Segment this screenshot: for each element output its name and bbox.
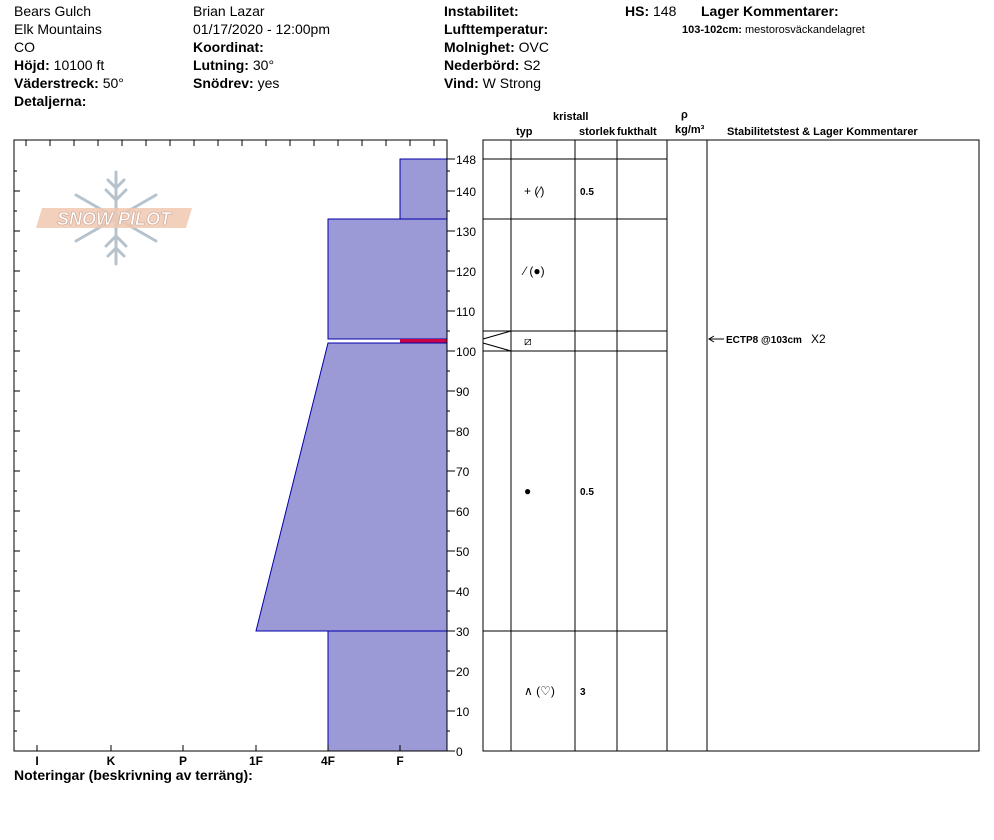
depth-tick-label: 140 (456, 185, 477, 199)
weak-layer-bar (400, 339, 447, 343)
size-column-header: storlek (579, 126, 616, 138)
depth-tick-label: 148 (456, 153, 477, 167)
density-unit: kg/m³ (675, 124, 705, 136)
snowfall-value: yes (257, 75, 280, 91)
hs-value: 148 (653, 3, 677, 19)
weak-connector-top (483, 331, 511, 339)
crystal-column-header: kristall (553, 111, 589, 123)
depth-tick-label: 90 (456, 385, 470, 399)
slope-label: Lutning: (193, 57, 249, 73)
sky-label: Molnighet: (444, 39, 515, 55)
aspect-value: 50° (102, 75, 124, 91)
depth-tick-label: 110 (456, 305, 476, 319)
logo-text: SNOW PILOT (57, 209, 171, 229)
hardness-tick-label: I (35, 754, 39, 768)
notes-label: Noteringar (beskrivning av terräng): (14, 767, 253, 783)
stability-test-count: X2 (811, 332, 826, 346)
crystal-type-symbol: ⁄ (●) (524, 264, 545, 278)
location-name: Bears Gulch (14, 3, 92, 19)
coordinate-label: Koordinat: (193, 39, 264, 55)
air-temperature-label: Lufttemperatur: (444, 21, 549, 37)
observation-datetime: 01/17/2020 - 12:00pm (193, 21, 330, 37)
precipitation-value: S2 (523, 57, 541, 73)
depth-tick-label: 60 (456, 505, 470, 519)
wind-label: Vind: (444, 75, 479, 91)
details-label: Detaljerna: (14, 93, 87, 109)
elevation-value: 10100 ft (53, 57, 105, 73)
depth-tick-label: 30 (456, 625, 470, 639)
depth-tick-label: 40 (456, 585, 470, 599)
depth-tick-label: 100 (456, 345, 477, 359)
aspect-label: Väderstreck: (14, 75, 99, 91)
stability-column-header: Stabilitetstest & Lager Kommentarer (727, 126, 918, 138)
layer-comment-text: mestorosväckandelagret (745, 24, 865, 36)
depth-tick-label: 130 (456, 225, 477, 239)
depth-tick-label: 70 (456, 465, 470, 479)
elevation-label: Höjd: (14, 57, 50, 73)
hardness-layer (400, 159, 447, 219)
instability-label: Instabilitet: (444, 3, 519, 19)
crystal-type-symbol: ● (524, 484, 532, 498)
crystal-type-symbol: ∧ (♡) (524, 684, 555, 698)
mountain-range: Elk Mountains (14, 21, 102, 37)
observer-name: Brian Lazar (193, 3, 265, 19)
rho-symbol: ρ (681, 109, 688, 121)
slope-value: 30° (252, 57, 275, 73)
depth-tick-label: 20 (456, 665, 470, 679)
weak-connector-bottom (483, 343, 511, 351)
hardness-tick-label: P (178, 754, 188, 768)
crystal-type-symbol: + (⁄) (524, 184, 545, 198)
hardness-layer (328, 219, 447, 339)
crystal-size-value: 0.5 (580, 187, 594, 198)
sky-value: OVC (518, 39, 549, 55)
depth-tick-label: 80 (456, 425, 470, 439)
layer-table-frame (483, 140, 979, 751)
wind-value: W Strong (482, 75, 541, 91)
depth-tick-label: 50 (456, 545, 470, 559)
hardness-tick-label: 1F (248, 754, 264, 768)
crystal-size-value: 3 (580, 687, 586, 698)
layer-comment-range: 103-102cm: (682, 24, 742, 36)
hardness-tick-label: F (396, 754, 404, 768)
crystal-type-symbol: ⧄ (524, 334, 532, 348)
depth-tick-label: 10 (456, 705, 470, 719)
hardness-layer (256, 343, 447, 631)
stability-test-label: ECTP8 @103cm (726, 335, 802, 346)
hardness-tick-label: K (106, 754, 116, 768)
snowfall-label: Snödrev: (193, 75, 254, 91)
layer-comments-label: Lager Kommentarer: (701, 3, 839, 19)
depth-tick-label: 120 (456, 265, 477, 279)
state: CO (14, 39, 35, 55)
hardness-tick-label: 4F (320, 754, 336, 768)
hardness-layer (328, 631, 447, 751)
hs-label: HS: (625, 3, 650, 19)
moisture-column-header: fukthalt (617, 126, 657, 138)
precipitation-label: Nederbörd: (444, 57, 520, 73)
depth-tick-label: 0 (456, 745, 463, 759)
type-column-header: typ (516, 126, 533, 138)
crystal-size-value: 0.5 (580, 487, 594, 498)
